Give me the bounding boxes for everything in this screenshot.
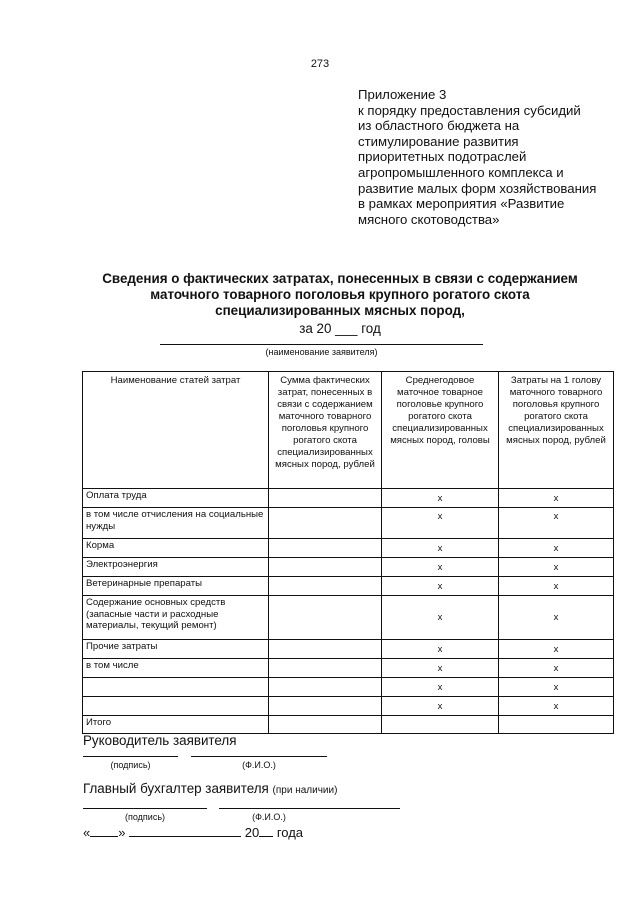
amount-cell[interactable] (269, 640, 382, 659)
table-row (83, 539, 614, 558)
table-row (83, 678, 614, 697)
signature-caption: (подпись) (124, 812, 166, 822)
table-header-row (83, 372, 614, 489)
name-caption: (Ф.И.О.) (242, 760, 276, 770)
date-close-quote: » (118, 825, 126, 840)
x-mark: x (382, 697, 499, 716)
accountant-signature-line[interactable] (83, 808, 207, 809)
amount-cell[interactable] (269, 489, 382, 508)
month-blank[interactable] (129, 826, 241, 837)
page-number: 273 (310, 58, 330, 70)
row-label[interactable] (83, 697, 269, 716)
row-label: Содержание основных средств (запасные части и расходные материалы, текущий ремонт) (83, 596, 269, 640)
x-mark: x (382, 678, 499, 697)
accountant-name-line[interactable] (219, 808, 400, 809)
accountant-note: (при наличии) (272, 785, 338, 796)
day-blank[interactable] (90, 826, 118, 837)
appendix-line: из областного бюджета на (358, 118, 520, 134)
header-cell: Среднегодовое маточное товарное поголовье крупного рогатого скота специализированных мясных пород, головы (382, 372, 499, 489)
date-suffix: года (276, 825, 304, 840)
x-mark: x (382, 577, 499, 596)
applicant-caption: (наименование заявителя) (265, 347, 378, 357)
amount-cell[interactable] (269, 659, 382, 678)
x-mark: x (499, 659, 614, 678)
header-cell: Затраты на 1 голову маточного товарного поголовья крупного рогатого скота специализированных мясных пород, рублей (499, 372, 614, 489)
amount-cell[interactable] (269, 508, 382, 539)
name-caption: (Ф.И.О.) (252, 812, 286, 822)
row-label: Корма (83, 539, 269, 558)
amount-cell[interactable] (269, 558, 382, 577)
row-label: Итого (83, 716, 269, 734)
applicant-name-line[interactable] (160, 344, 483, 345)
table-row (83, 577, 614, 596)
costs-table (82, 371, 614, 734)
accountant-label: Главный бухгалтер заявителя (83, 781, 269, 796)
year-blank[interactable] (259, 826, 273, 837)
title-line: маточного товарного поголовья крупного рогатого скота (150, 287, 530, 302)
row-label[interactable] (83, 678, 269, 697)
x-mark: x (382, 640, 499, 659)
x-mark: x (499, 558, 614, 577)
row-label: Прочие затраты (83, 640, 269, 659)
title-line: Сведения о фактических затратах, понесенных в связи с содержанием (102, 271, 578, 286)
amount-cell[interactable] (269, 596, 382, 640)
appendix-note (358, 87, 628, 227)
x-mark: x (499, 539, 614, 558)
date-year-prefix: 20 (244, 825, 260, 840)
x-mark: x (382, 489, 499, 508)
table-row (83, 697, 614, 716)
date-line (83, 825, 303, 840)
table-row (83, 640, 614, 659)
x-mark: x (382, 539, 499, 558)
signature-caption: (подпись) (110, 760, 151, 770)
x-mark: x (499, 508, 614, 539)
amount-cell[interactable] (269, 577, 382, 596)
head-name-line[interactable] (191, 756, 327, 757)
x-mark: x (499, 577, 614, 596)
header-cell: Наименование статей затрат (83, 372, 269, 489)
table-row (83, 596, 614, 640)
row-label: Электроэнергия (83, 558, 269, 577)
title-line: специализированных мясных пород, (215, 303, 465, 318)
row-label: в том числе (83, 659, 269, 678)
amount-cell[interactable] (269, 716, 382, 734)
total-cell[interactable] (382, 716, 499, 734)
appendix-line: Приложение 3 (358, 87, 447, 102)
amount-cell[interactable] (269, 678, 382, 697)
total-cell[interactable] (499, 716, 614, 734)
appendix-line: стимулирование развития (358, 133, 519, 149)
x-mark: x (499, 697, 614, 716)
table-row (83, 489, 614, 508)
x-mark: x (382, 508, 499, 539)
head-signature-label: Руководитель заявителя (83, 733, 237, 748)
appendix-line: в рамках мероприятия «Развитие (358, 196, 565, 212)
row-label: Ветеринарные препараты (83, 577, 269, 596)
accountant-signature-label (83, 781, 337, 796)
head-signature-line[interactable] (83, 756, 178, 757)
table-row (83, 508, 614, 539)
appendix-line: мясного скотоводства» (358, 211, 500, 227)
appendix-line: развитие малых форм хозяйствования (358, 180, 597, 196)
year-line: за 20 ___ год (299, 321, 381, 336)
x-mark: x (382, 558, 499, 577)
row-label: Оплата труда (83, 489, 269, 508)
amount-cell[interactable] (269, 539, 382, 558)
date-open-quote: « (83, 825, 91, 840)
x-mark: x (499, 596, 614, 640)
x-mark: x (382, 659, 499, 678)
x-mark: x (499, 640, 614, 659)
appendix-line: агропромышленного комплекса и (358, 164, 564, 180)
header-cell: Сумма фактических затрат, понесенных в связи с содержанием маточного товарного поголовья крупного рогатого скота специализированных мясных пород, рублей (269, 372, 382, 489)
x-mark: x (499, 678, 614, 697)
table-row (83, 716, 614, 734)
table-row (83, 558, 614, 577)
amount-cell[interactable] (269, 697, 382, 716)
document-title (80, 271, 600, 319)
row-label: в том числе отчисления на социальные нужды (83, 508, 269, 539)
x-mark: x (499, 489, 614, 508)
appendix-line: приоритетных подотраслей (358, 149, 527, 165)
table-row (83, 659, 614, 678)
appendix-line: к порядку предоставления субсидий (358, 102, 581, 118)
x-mark: x (382, 596, 499, 640)
